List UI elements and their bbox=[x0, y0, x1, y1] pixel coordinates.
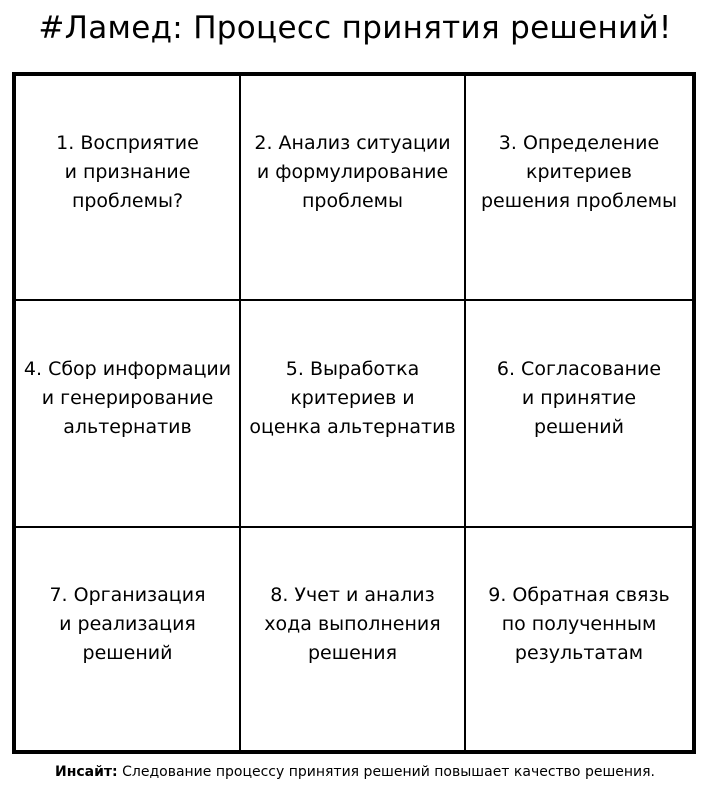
insight-label: Инсайт: bbox=[54, 764, 118, 780]
step-cell-6: 6. Согласование и принятие решений bbox=[466, 301, 692, 528]
step-cell-9: 9. Обратная связь по полученным результатам bbox=[488, 583, 670, 664]
step-cell-1: 1. Восприятие и признание проблемы? bbox=[16, 76, 241, 301]
page-title: #Ламед: Процесс принятия решений! bbox=[38, 10, 672, 46]
step-cell-5: 5. Выработка критериев и оценка альтернатив bbox=[241, 301, 466, 528]
step-cell-8: 8. Учет и анализ хода выполнения решения bbox=[241, 528, 466, 750]
step-cell-3: 3. Определение критериев решения проблемы bbox=[466, 76, 692, 301]
insight-text: Следование процессу принятия решений повышает качество решения. bbox=[117, 764, 655, 780]
process-grid bbox=[12, 72, 696, 754]
step-cell-2: 2. Анализ ситуации и формулирование проблемы bbox=[241, 76, 466, 301]
step-cell-4: 4. Сбор информации и генерирование альтернатив bbox=[16, 301, 241, 528]
insight-note bbox=[0, 764, 710, 780]
step-cell-7: 7. Организация и реализация решений bbox=[16, 528, 241, 750]
